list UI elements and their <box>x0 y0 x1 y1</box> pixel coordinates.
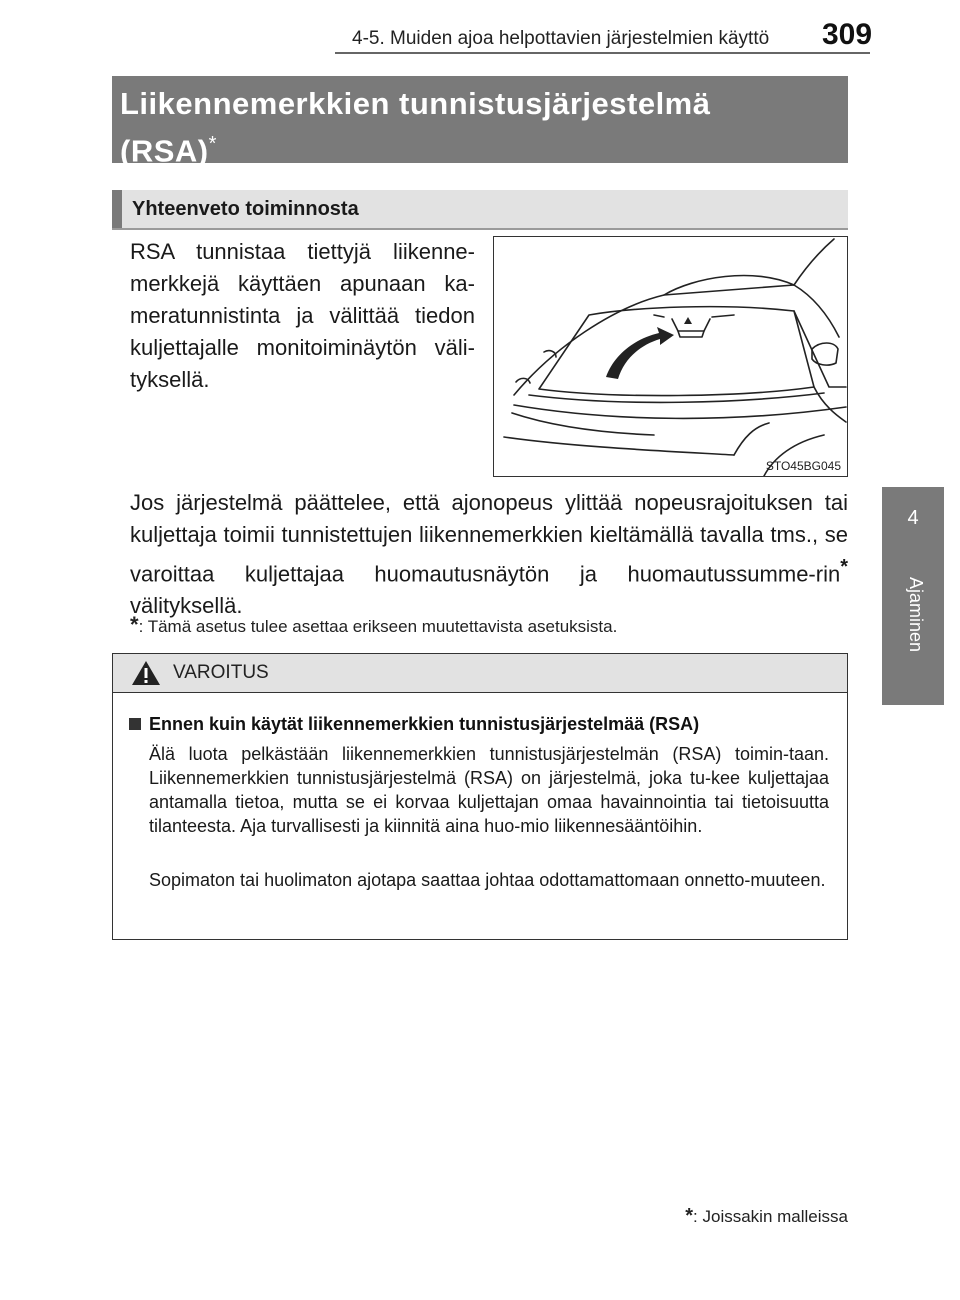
paragraph2-asterisk: * <box>840 556 848 578</box>
paragraph2-text: Jos järjestelmä päättelee, että ajonopeus ylittää nopeusrajoituksen tai kuljettaja toimii tunnistettujen liikennemerkkien kieltämällä tavalla tms., se varoittaa kuljettajaa huomautusnäytön ja huomautussumme-rin <box>130 490 848 587</box>
warning-title <box>129 714 699 735</box>
illustration-code: STO45BG045 <box>765 459 841 473</box>
subsection-accent <box>112 190 122 228</box>
footnote <box>130 612 617 638</box>
warning-title-text: Ennen kuin käytät liikennemerkkien tunnistusjärjestelmää (RSA) <box>149 714 700 734</box>
page-number: 309 <box>822 18 873 51</box>
square-bullet-icon <box>129 718 141 730</box>
footnote-asterisk: * <box>130 612 139 637</box>
header-section-title: 4-5. Muiden ajoa helpottavien järjestelmien käyttö <box>352 28 770 49</box>
warning-box <box>112 653 848 940</box>
title-asterisk: * <box>208 133 217 155</box>
page-title <box>120 84 711 171</box>
header-divider <box>335 52 870 54</box>
warning-triangle-icon <box>131 660 161 686</box>
windshield-camera-illustration <box>493 236 848 477</box>
page-title-line2: (RSA) <box>120 133 209 169</box>
warning-label: VAROITUS <box>173 662 269 683</box>
warning-paragraph <box>130 487 848 622</box>
chapter-label: Ajaminen <box>906 577 926 653</box>
windshield-drawing <box>494 237 847 476</box>
page-title-bar <box>112 76 848 169</box>
intro-paragraph: RSA tunnistaa tiettyjä liikenne-merkkejä käyttäen apunaan ka-meratunnistinta ja välittää tiedon kuljettajalle monitoiminäytön väli-tyksellä. <box>130 239 475 392</box>
bottom-footnote-text: : Joissakin malleissa <box>693 1207 848 1226</box>
paragraph2-text-end: välityksellä. <box>130 593 243 619</box>
bottom-footnote-asterisk: * <box>685 1205 694 1227</box>
chapter-side-tab <box>882 487 944 705</box>
warning-paragraph-1: Älä luota pelkästään liikennemerkkien tunnistusjärjestelmän (RSA) toimin-taan. Liikennemerkkien tunnistusjärjestelmä (RSA) on järjestelmä, joka tu-kee kuljettajaa antamalla tietoa, mutta se ei korvaa kuljettajan omaa havainnointia tai tietoisuutta tilanteesta. Aja turvallisesti ja kiinnitä aina huo-mio liikennesääntöihin. <box>149 744 829 836</box>
page-title-line1: Liikennemerkkien tunnistusjärjestelmä <box>120 86 711 121</box>
warning-header <box>113 654 847 693</box>
subsection-title: Yhteenveto toiminnosta <box>132 198 359 220</box>
bottom-footnote <box>680 1205 848 1228</box>
subsection-header <box>112 190 848 230</box>
chapter-number: 4 <box>907 507 919 529</box>
warning-paragraph-2: Sopimaton tai huolimaton ajotapa saattaa johtaa odottamattomaan onnetto-muuteen. <box>149 870 826 890</box>
footnote-text: : Tämä asetus tulee asettaa erikseen muutettavista asetuksista. <box>138 617 618 636</box>
